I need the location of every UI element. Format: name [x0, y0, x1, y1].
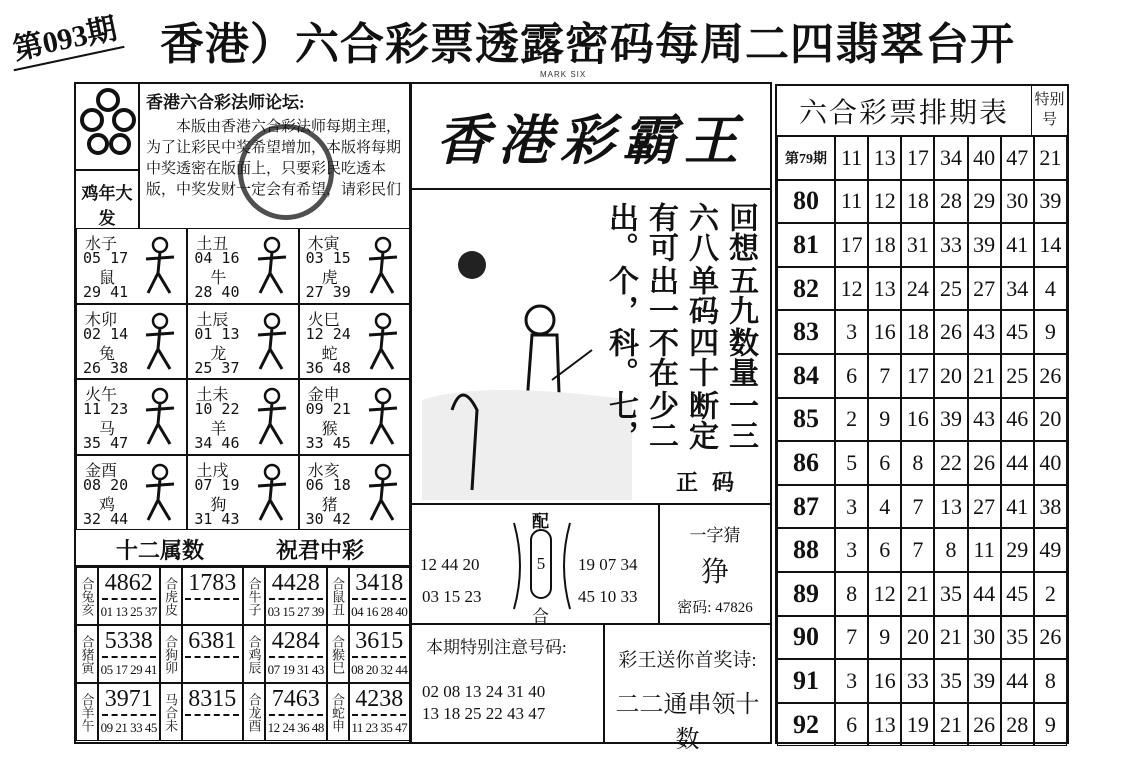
zodiac-cell — [76, 379, 187, 455]
athlete-figure-icon — [138, 462, 182, 524]
number-cell: 6 — [835, 354, 868, 398]
number-cell: 24 — [901, 267, 934, 311]
number-cell: 39 — [934, 398, 967, 442]
number-cell: 17 — [901, 354, 934, 398]
combo-number: 3418 — [352, 568, 406, 600]
zodiac-animal: 狗 — [210, 494, 227, 514]
poem-columns — [600, 202, 760, 452]
good-luck-heading: 祝君中彩 — [276, 538, 365, 563]
zodiac-numbers-bottom: 36 48 — [305, 358, 351, 377]
zodiac-numbers-bottom: 33 45 — [305, 434, 351, 452]
number-cell: 21 — [1034, 136, 1067, 180]
zodiac-numbers-bottom: 30 42 — [305, 509, 351, 528]
number-cell: 20 — [934, 354, 967, 398]
number-cell: 29 — [968, 180, 1001, 224]
number-cell: 35 — [1001, 616, 1034, 660]
number-cell: 21 — [934, 703, 967, 747]
number-cell: 29 — [1001, 528, 1034, 572]
number-cell: 44 — [968, 572, 1001, 616]
zodiac-numbers-top: 10 22 — [194, 400, 240, 418]
page-title: 香港）六合彩票透露密码每周二四翡翠台开 — [160, 20, 1015, 69]
combo-label: 合虎皮 — [160, 567, 182, 625]
zodiac-element-label: 木寅 — [307, 234, 340, 253]
zodiac-cell — [187, 228, 298, 304]
zodiac-cell — [187, 379, 298, 455]
table-body — [777, 136, 1067, 746]
zodiac-numbers-bottom: 27 39 — [305, 283, 351, 301]
logo-caption: 鸡年大发 — [76, 169, 138, 229]
forum-box — [146, 88, 408, 226]
poem-line: 五九单码出一个， — [604, 264, 757, 325]
number-cell: 18 — [868, 223, 901, 267]
guess-title: 一字猜 — [689, 526, 741, 545]
number-cell: 39 — [1034, 180, 1067, 224]
number-cell: 8 — [901, 441, 934, 485]
combo-label: 合龙酉 — [243, 683, 265, 741]
number-cell: 21 — [934, 616, 967, 660]
combo-label: 合鼠丑 — [327, 567, 349, 625]
poem-line: 一三断定少二七， — [604, 389, 757, 450]
number-cell: 26 — [968, 441, 1001, 485]
number-cell: 4 — [1034, 267, 1067, 311]
number-cell: 45 — [1001, 310, 1034, 354]
left-numbers-2: 03 15 23 — [422, 587, 482, 606]
zodiac-cell — [299, 455, 410, 531]
zodiac-cell — [76, 304, 187, 380]
zodiac-numbers-bottom: 26 38 — [83, 358, 129, 377]
combo-sub-numbers: 01 13 25 37 — [100, 604, 157, 619]
number-cell: 7 — [901, 485, 934, 529]
number-cell: 28 — [1001, 703, 1034, 747]
combo-label: 合羊午 — [76, 683, 98, 741]
number-cell: 34 — [934, 136, 967, 180]
zodiac-animal: 虎 — [321, 268, 338, 287]
number-cell: 16 — [868, 659, 901, 703]
watermark-text: MARK SIX — [540, 70, 587, 79]
zodiac-cell — [299, 228, 410, 304]
athlete-figure-icon — [361, 462, 405, 524]
number-cell: 21 — [968, 354, 1001, 398]
number-cell: 35 — [934, 572, 967, 616]
flower-logo-icon — [78, 84, 138, 164]
right-bracket-icon — [558, 521, 572, 611]
left-bracket-icon — [512, 521, 526, 611]
zodiac-numbers-top: 02 14 — [83, 324, 129, 343]
combo-number: 4428 — [269, 568, 323, 600]
special-title: 本期特别注意号码: — [426, 638, 567, 657]
brand-title: 香港彩霸王 — [436, 110, 746, 171]
logo-column — [76, 84, 140, 228]
number-cell: 3 — [835, 528, 868, 572]
draw-schedule-table — [775, 84, 1069, 744]
zodiac-animal: 马 — [99, 419, 116, 438]
number-cell: 33 — [934, 223, 967, 267]
zodiac-animal: 牛 — [210, 268, 227, 287]
combo-value — [349, 625, 411, 683]
combo-value — [349, 683, 411, 741]
combo-label: 合猪寅 — [76, 625, 98, 683]
zodiac-element-label: 土戌 — [196, 460, 229, 480]
number-cell: 26 — [934, 310, 967, 354]
number-cell: 43 — [968, 310, 1001, 354]
combo-value — [265, 567, 327, 625]
combo-value — [265, 683, 327, 741]
prize-poem-title: 彩王送你首奖诗: — [618, 650, 757, 671]
number-cell: 3 — [835, 310, 868, 354]
number-cell: 17 — [835, 223, 868, 267]
athlete-figure-icon — [138, 311, 182, 373]
prize-poem-text: 二二通串领十数 — [615, 692, 760, 753]
combo-label: 合猴巳 — [327, 625, 349, 683]
number-cell: 28 — [934, 180, 967, 224]
combo-number: 8315 — [185, 684, 239, 716]
number-cell: 40 — [1034, 441, 1067, 485]
athlete-figure-icon — [250, 462, 294, 524]
zodiac-cell — [187, 455, 298, 531]
number-cell: 17 — [901, 136, 934, 180]
combo-sub-numbers: 08 20 32 44 — [351, 662, 408, 677]
combo-label: 合兔亥 — [76, 567, 98, 625]
period-cell: 85 — [777, 398, 835, 442]
right-numbers-2: 45 10 33 — [578, 587, 638, 606]
athlete-figure-icon — [250, 311, 294, 373]
special-numbers-2: 13 18 25 22 43 47 — [422, 704, 546, 723]
number-cell: 18 — [901, 180, 934, 224]
number-cell: 2 — [1034, 572, 1067, 616]
number-cell: 44 — [1001, 441, 1034, 485]
number-cell: 7 — [835, 616, 868, 660]
athlete-figure-icon — [250, 235, 294, 297]
zodiac-numbers-top: 04 16 — [194, 249, 240, 267]
combo-sub-numbers: 03 15 27 39 — [267, 604, 324, 619]
number-cell: 25 — [934, 267, 967, 311]
athlete-figure-icon — [250, 386, 294, 448]
number-cell: 9 — [868, 398, 901, 442]
guess-char: 狰 — [700, 557, 729, 588]
period-cell: 第79期 — [777, 136, 835, 180]
number-cell: 12 — [868, 180, 901, 224]
combo-label: 合鸡辰 — [243, 625, 265, 683]
number-cell: 9 — [1034, 310, 1067, 354]
number-cell: 49 — [1034, 528, 1067, 572]
period-cell: 81 — [777, 223, 835, 267]
number-cell: 26 — [1034, 616, 1067, 660]
number-cell: 12 — [868, 572, 901, 616]
number-cell: 46 — [1001, 398, 1034, 442]
period-cell: 87 — [777, 485, 835, 529]
number-cell: 11 — [835, 136, 868, 180]
number-cell: 9 — [868, 616, 901, 660]
number-cell: 13 — [868, 703, 901, 747]
period-cell: 92 — [777, 703, 835, 747]
watermark-strip — [540, 70, 586, 79]
zodiac-element-label: 金酉 — [85, 460, 118, 480]
number-cell: 38 — [1034, 485, 1067, 529]
number-cell: 30 — [1001, 180, 1034, 224]
poem-illustration-box — [412, 190, 770, 505]
combo-sub-numbers: 09 21 33 45 — [100, 720, 157, 735]
combo-value — [98, 683, 160, 741]
combo-number: 1783 — [185, 568, 239, 600]
zodiac-element-label: 火午 — [85, 385, 118, 404]
number-cell: 31 — [901, 223, 934, 267]
combo-number: 5338 — [102, 626, 156, 658]
zodiac-numbers-top: 07 19 — [194, 475, 240, 494]
zodiac-element-label: 水亥 — [307, 460, 340, 480]
number-cell: 8 — [1034, 659, 1067, 703]
zodiac-cell — [76, 455, 187, 531]
forum-title: 香港六合彩法师论坛: — [146, 93, 305, 112]
number-cell: 26 — [1034, 354, 1067, 398]
zodiac-animal: 猴 — [321, 419, 338, 438]
number-cell: 7 — [901, 528, 934, 572]
period-cell: 91 — [777, 659, 835, 703]
number-cell: 43 — [968, 398, 1001, 442]
pei-label: 配 — [532, 512, 549, 531]
number-cell: 8 — [835, 572, 868, 616]
zodiac-animal: 鼠 — [99, 268, 116, 287]
poem-line: 回想六八有可出。 — [604, 202, 757, 262]
period-cell: 83 — [777, 310, 835, 354]
zodiac-numbers-bottom: 25 37 — [194, 358, 240, 377]
password-value: 47826 — [715, 600, 753, 616]
athlete-figure-icon — [138, 235, 182, 297]
number-cell: 27 — [968, 485, 1001, 529]
number-cell: 12 — [835, 267, 868, 311]
number-cell: 4 — [868, 485, 901, 529]
period-cell: 82 — [777, 267, 835, 311]
zodiac-numbers-bottom: 32 44 — [83, 509, 129, 528]
athlete-figure-icon — [138, 386, 182, 448]
zodiac-element-label: 土辰 — [196, 309, 229, 329]
combo-number: 4862 — [102, 568, 156, 600]
section-heading-row — [76, 530, 410, 564]
zodiac-numbers-bottom: 29 41 — [83, 283, 129, 301]
zodiac-numbers-top: 03 15 — [305, 249, 351, 267]
zodiac-numbers-top: 06 18 — [305, 475, 351, 494]
zodiac-numbers-top: 01 13 — [194, 324, 240, 343]
brand-box — [412, 84, 770, 190]
combo-sub-numbers: 05 17 29 41 — [100, 662, 157, 677]
zodiac-cell — [299, 379, 410, 455]
number-cell: 27 — [968, 267, 1001, 311]
number-cell: 35 — [934, 659, 967, 703]
number-cell: 13 — [868, 136, 901, 180]
athlete-figure-icon — [361, 386, 405, 448]
number-cell: 2 — [835, 398, 868, 442]
center-number-capsule — [530, 529, 552, 599]
zodiac-numbers-top: 08 20 — [83, 475, 129, 494]
poem-line: 数量四十不在科。 — [604, 327, 757, 387]
number-cell: 6 — [835, 703, 868, 747]
number-cell: 3 — [835, 485, 868, 529]
number-cell: 44 — [1001, 659, 1034, 703]
special-numbers-1: 02 08 13 24 31 40 — [422, 682, 546, 701]
special-numbers-box — [412, 625, 605, 742]
number-cell: 8 — [934, 528, 967, 572]
number-cell: 21 — [901, 572, 934, 616]
password-label: 密码: — [677, 600, 712, 616]
combo-value — [182, 625, 244, 683]
number-cell: 47 — [1001, 136, 1034, 180]
number-cell: 20 — [901, 616, 934, 660]
number-cell: 14 — [1034, 223, 1067, 267]
combo-number: 7463 — [269, 684, 323, 716]
twelve-zodiac-heading: 十二属数 — [116, 538, 205, 563]
period-cell: 80 — [777, 180, 835, 224]
number-cell: 16 — [901, 398, 934, 442]
combo-label: 合狗卯 — [160, 625, 182, 683]
zodiac-element-label: 土丑 — [196, 234, 229, 253]
number-cell: 11 — [968, 528, 1001, 572]
number-cell: 18 — [901, 310, 934, 354]
number-cell: 13 — [868, 267, 901, 311]
number-cell: 41 — [1001, 485, 1034, 529]
period-cell: 89 — [777, 572, 835, 616]
guess-box — [660, 505, 770, 625]
number-cell: 9 — [1034, 703, 1067, 747]
zodiac-element-label: 木卯 — [85, 309, 118, 329]
zodiac-cell — [187, 304, 298, 380]
zodiac-animal: 猪 — [321, 494, 338, 514]
number-cell: 6 — [868, 528, 901, 572]
zodiac-grid — [76, 228, 410, 530]
zodiac-cell — [299, 304, 410, 380]
table-title: 六合彩票排期表 — [798, 97, 1009, 129]
number-cell: 22 — [934, 441, 967, 485]
zodiac-animal: 蛇 — [321, 343, 338, 363]
number-cell: 16 — [868, 310, 901, 354]
zodiac-numbers-top: 11 23 — [83, 400, 129, 418]
combo-label: 马合未 — [160, 683, 182, 741]
zodiac-element-label: 金申 — [307, 385, 340, 404]
combo-label: 合牛子 — [243, 567, 265, 625]
combo-value — [98, 625, 160, 683]
number-cell: 3 — [835, 659, 868, 703]
number-cell: 30 — [968, 616, 1001, 660]
pairing-box — [412, 505, 660, 625]
number-cell: 39 — [968, 223, 1001, 267]
zodiac-numbers-top: 09 21 — [305, 400, 351, 418]
seal-stamp — [238, 124, 334, 220]
special-number-header: 特别号 — [1031, 86, 1067, 135]
prize-poem-box — [605, 625, 770, 753]
zodiac-numbers-top: 05 17 — [83, 249, 129, 267]
zodiac-numbers-bottom: 31 43 — [194, 509, 240, 528]
forum-body: 本版由香港六合彩法师每期主理，为了让彩民中奖希望增加，本版将每期中奖透密在版面上，只要彩民吃透本版，中奖发财一定会有希望，请彩民们 — [146, 119, 402, 198]
zodiac-numbers-top: 12 24 — [305, 324, 351, 343]
right-numbers-1: 19 07 34 — [578, 555, 638, 574]
number-cell: 7 — [868, 354, 901, 398]
period-cell: 90 — [777, 616, 835, 660]
number-cell: 19 — [901, 703, 934, 747]
number-cell: 6 — [868, 441, 901, 485]
zodiac-animal: 龙 — [210, 343, 227, 363]
issue-number: 第093期 — [4, 3, 124, 71]
number-cell: 13 — [934, 485, 967, 529]
zodiac-animal: 羊 — [210, 419, 227, 438]
number-cell: 5 — [835, 441, 868, 485]
period-cell: 86 — [777, 441, 835, 485]
number-cell: 45 — [1001, 572, 1034, 616]
period-cell: 84 — [777, 354, 835, 398]
zodiac-numbers-bottom: 28 40 — [194, 283, 240, 301]
combo-sub-numbers: 12 24 36 48 — [267, 720, 324, 735]
zodiac-cell — [76, 228, 187, 304]
combo-value — [182, 567, 244, 625]
period-cell: 88 — [777, 528, 835, 572]
combo-number: 3971 — [102, 684, 156, 716]
combo-number: 6381 — [185, 626, 239, 658]
number-cell: 20 — [1034, 398, 1067, 442]
combo-number: 4284 — [269, 626, 323, 658]
number-cell: 39 — [968, 659, 1001, 703]
athlete-figure-icon — [361, 235, 405, 297]
zodiac-element-label: 水子 — [85, 234, 118, 253]
number-cell: 11 — [835, 180, 868, 224]
zodiac-animal: 兔 — [99, 343, 116, 363]
combo-sub-numbers: 07 19 31 43 — [267, 662, 324, 677]
center-number: 5 — [536, 554, 546, 573]
combo-number: 3615 — [352, 626, 406, 658]
combo-value — [182, 683, 244, 741]
zodiac-animal: 鸡 — [99, 494, 116, 514]
number-cell: 40 — [968, 136, 1001, 180]
number-cell: 41 — [1001, 223, 1034, 267]
number-cell: 33 — [901, 659, 934, 703]
table-header — [777, 86, 1067, 136]
poem-tag: 正码 — [675, 470, 748, 495]
combo-sub-numbers: 04 16 28 40 — [351, 604, 408, 619]
number-cell: 25 — [1001, 354, 1034, 398]
zodiac-element-label: 土未 — [196, 385, 229, 404]
zodiac-element-label: 火巳 — [307, 309, 340, 329]
athlete-figure-icon — [361, 311, 405, 373]
combo-value — [349, 567, 411, 625]
left-numbers-1: 12 44 20 — [420, 555, 480, 574]
combo-sub-numbers: 11 23 35 47 — [351, 720, 408, 735]
combo-value — [265, 625, 327, 683]
combination-table — [76, 565, 410, 741]
zodiac-numbers-bottom: 35 47 — [83, 434, 129, 452]
number-cell: 26 — [968, 703, 1001, 747]
number-cell: 34 — [1001, 267, 1034, 311]
combo-number: 4238 — [352, 684, 406, 716]
combo-value — [98, 567, 160, 625]
combo-label: 合蛇申 — [327, 683, 349, 741]
he-label: 合 — [532, 607, 549, 626]
zodiac-numbers-bottom: 34 46 — [194, 434, 240, 452]
